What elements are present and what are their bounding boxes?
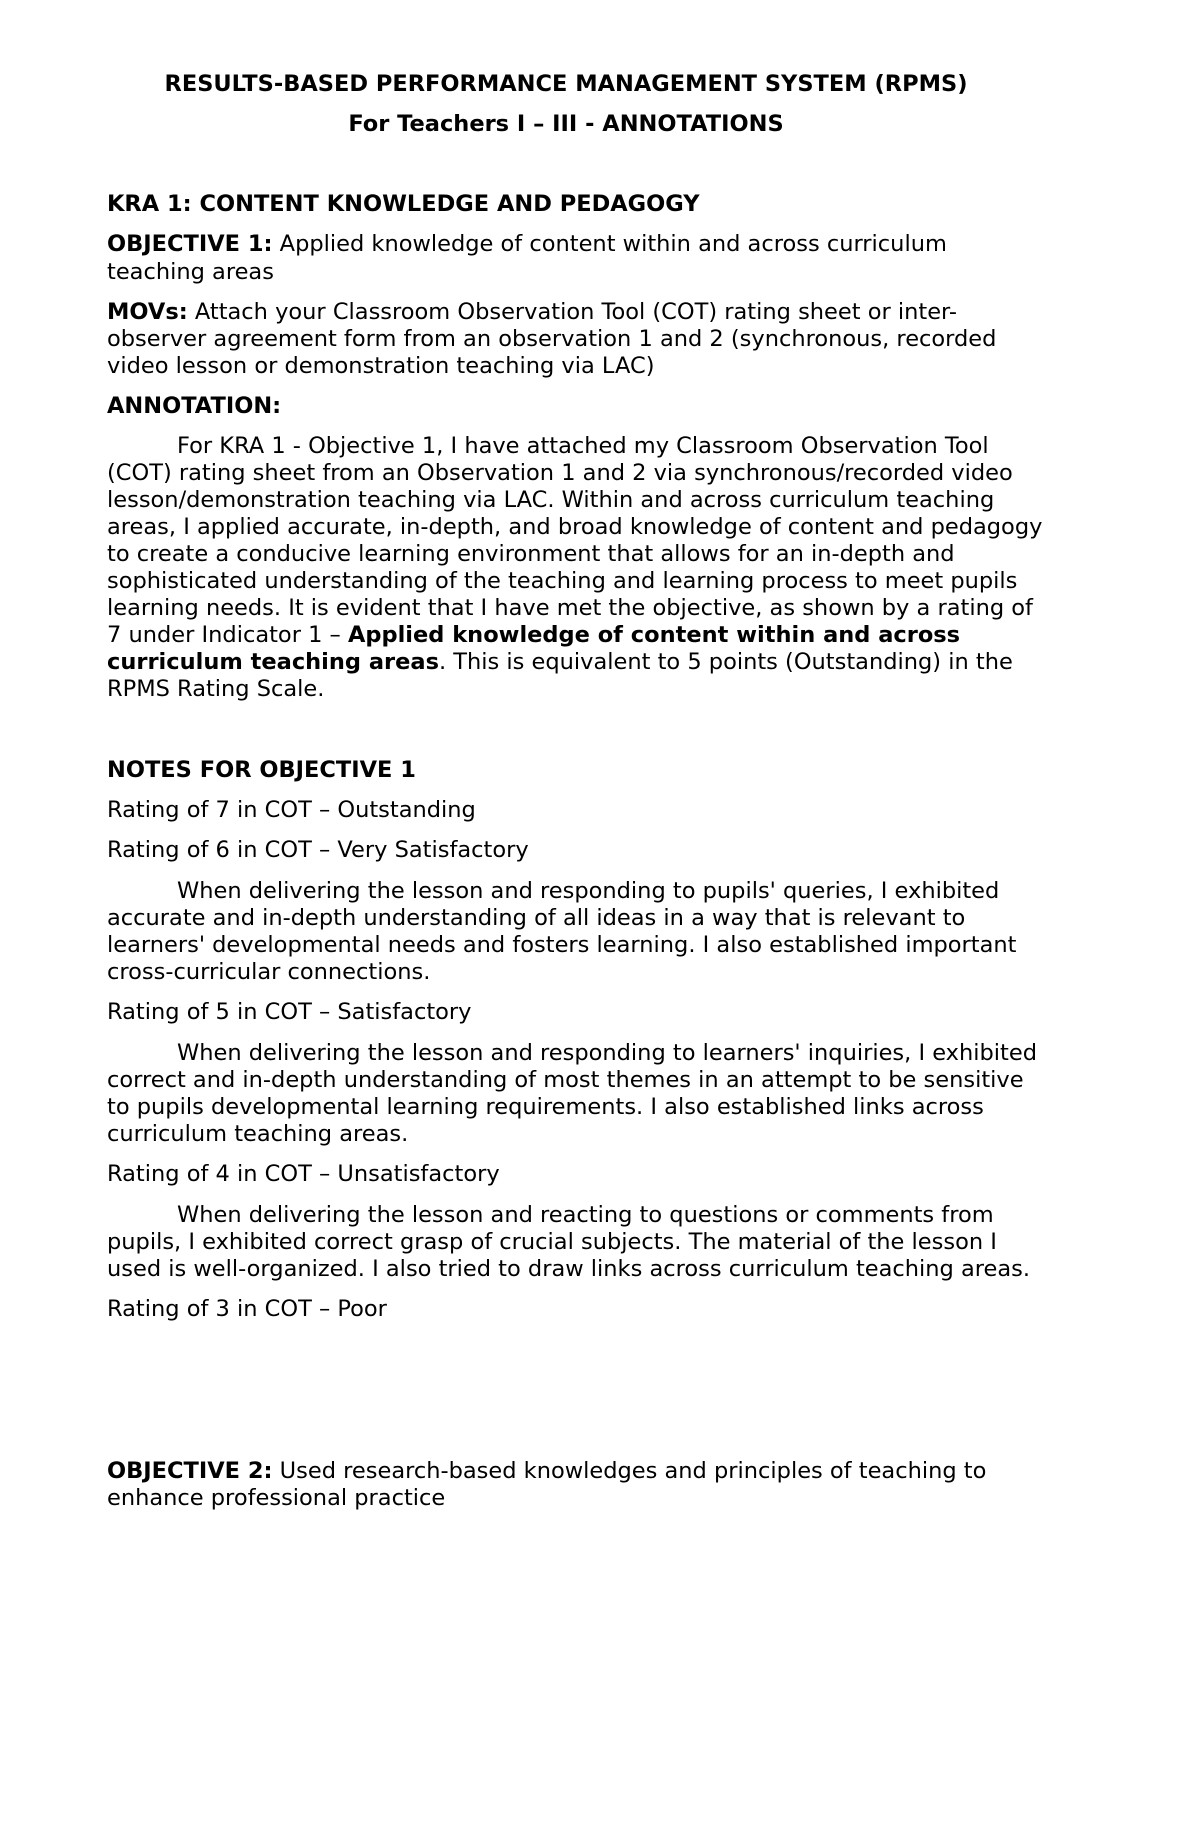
rating-5-desc-line: to pupils developmental learning requirements. I also established links across bbox=[107, 1094, 984, 1120]
annotation-line: to create a conducive learning environment that allows for an in-depth and bbox=[107, 541, 955, 567]
annotation-line: areas, I applied accurate, in-depth, and broad knowledge of content and pedagogy bbox=[107, 514, 1043, 540]
movs-line2: observer agreement form from an observation 1 and 2 (synchronous, recorded bbox=[107, 326, 997, 352]
movs-text: Attach your Classroom Observation Tool (COT) rating sheet or inter- bbox=[187, 299, 957, 325]
objective1-line2: teaching areas bbox=[107, 259, 274, 285]
document-subtitle: For Teachers I – III - ANNOTATIONS bbox=[348, 111, 784, 137]
rating-4-desc-line: used is well-organized. I also tried to draw links across curriculum teaching areas. bbox=[107, 1256, 1031, 1282]
objective2-text: Used research-based knowledges and principles of teaching to bbox=[272, 1458, 987, 1484]
annotation-equivalent: . This is equivalent to 5 points (Outstanding) in the bbox=[438, 649, 1013, 675]
rating-6-desc-line: learners' developmental needs and fosters learning. I also established important bbox=[107, 932, 1017, 958]
objective2-line2: enhance professional practice bbox=[107, 1485, 446, 1511]
rating-5-desc-line: curriculum teaching areas. bbox=[107, 1121, 409, 1147]
rating-5-desc-line: When delivering the lesson and responding to learners' inquiries, I exhibited bbox=[177, 1040, 1037, 1066]
kra-heading: KRA 1: CONTENT KNOWLEDGE AND PEDAGOGY bbox=[107, 191, 700, 217]
rating-5-desc-line: correct and in-depth understanding of most themes in an attempt to be sensitive bbox=[107, 1067, 1024, 1093]
annotation-indicator-pre: 7 under Indicator 1 – bbox=[107, 622, 348, 648]
rating-6: Rating of 6 in COT – Very Satisfactory bbox=[107, 837, 529, 863]
annotation-line-10: RPMS Rating Scale. bbox=[107, 676, 325, 702]
annotation-indicator-bold-end: curriculum teaching areas bbox=[107, 649, 439, 675]
annotation-label: ANNOTATION: bbox=[107, 393, 282, 419]
rating-6-desc-line: accurate and in-depth understanding of all ideas in a way that is relevant to bbox=[107, 905, 966, 931]
rating-4-desc-line: pupils, I exhibited correct grasp of crucial subjects. The material of the lesson I bbox=[107, 1229, 997, 1255]
rating-6-desc-line: cross-curricular connections. bbox=[107, 959, 431, 985]
rating-5: Rating of 5 in COT – Satisfactory bbox=[107, 999, 472, 1025]
annotation-line: learning needs. It is evident that I have met the objective, as shown by a rating of bbox=[107, 595, 1033, 621]
rating-4: Rating of 4 in COT – Unsatisfactory bbox=[107, 1161, 500, 1187]
rating-7: Rating of 7 in COT – Outstanding bbox=[107, 797, 476, 823]
annotation-line: sophisticated understanding of the teaching and learning process to meet pupils bbox=[107, 568, 1018, 594]
objective2-label: OBJECTIVE 2: bbox=[107, 1458, 273, 1484]
annotation-line: (COT) rating sheet from an Observation 1 and 2 via synchronous/recorded video bbox=[107, 460, 1013, 486]
rating-6-desc-line: When delivering the lesson and responding to pupils' queries, I exhibited bbox=[177, 878, 1000, 904]
document-title: RESULTS-BASED PERFORMANCE MANAGEMENT SYSTEM (RPMS) bbox=[164, 71, 968, 97]
annotation-line: For KRA 1 - Objective 1, I have attached my Classroom Observation Tool bbox=[177, 433, 989, 459]
rating-4-desc-line: When delivering the lesson and reacting to questions or comments from bbox=[177, 1202, 994, 1228]
objective1-label: OBJECTIVE 1: bbox=[107, 231, 273, 257]
objective1-text: Applied knowledge of content within and across curriculum bbox=[272, 231, 947, 257]
movs-line3: video lesson or demonstration teaching via LAC) bbox=[107, 353, 655, 379]
movs-label: MOVs: bbox=[107, 299, 188, 325]
annotation-line: lesson/demonstration teaching via LAC. Within and across curriculum teaching bbox=[107, 487, 995, 513]
notes-heading: NOTES FOR OBJECTIVE 1 bbox=[107, 757, 416, 783]
rating-3: Rating of 3 in COT – Poor bbox=[107, 1296, 387, 1322]
annotation-indicator-bold: Applied knowledge of content within and across bbox=[347, 622, 961, 648]
